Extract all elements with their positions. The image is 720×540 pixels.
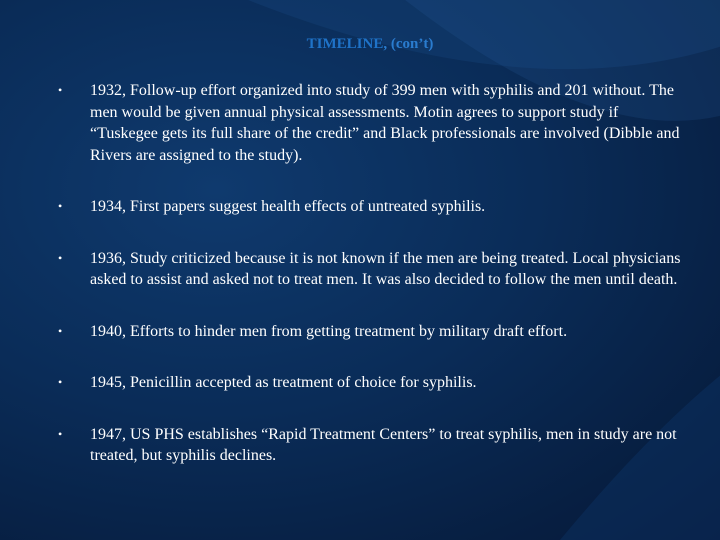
bullet-icon: • [58,426,63,441]
bullet-item [58,321,688,343]
bullet-icon: • [58,375,63,389]
bullet-text: 1947, US PHS establishes “Rapid Treatment Centers” to treat syphilis, men in study are not treated, but syphilis declines. [90,425,677,464]
bullet-item [58,372,688,394]
bullet-text: 1934, First papers suggest health effects of untreated syphilis. [90,198,486,215]
bullet-icon: • [58,83,63,97]
bullet-icon: • [58,199,63,213]
slide-title [0,36,720,53]
bullet-text: 1945, Penicillin accepted as treatment of choice for syphilis. [90,374,477,391]
bullet-item [58,248,688,291]
bullet-list [58,80,688,497]
bullet-item [58,424,688,467]
bullet-text: 1936, Study criticized because it is not known if the men are being treated. Local physicians asked to assist and asked not to treat men. It was also decided to follow the men until death. [90,249,681,288]
bullet-text: 1940, Efforts to hinder men from getting treatment by military draft effort. [90,322,568,340]
bullet-item [58,196,688,218]
bullet-text: 1932, Follow-up effort organized into study of 399 men with syphilis and 201 without. The men would be given annual physical assessments. Motin agrees to support study if “Tuskegee gets its full share of the credit” and Black professionals are involved (Dibble and Rivers are assigned to the study). [90,82,680,164]
bullet-icon: • [58,323,63,338]
title-sub: , (con’t) [383,36,434,52]
title-main: TIMELINE [306,36,384,52]
bullet-icon: • [58,250,63,265]
bullet-item [58,80,688,166]
